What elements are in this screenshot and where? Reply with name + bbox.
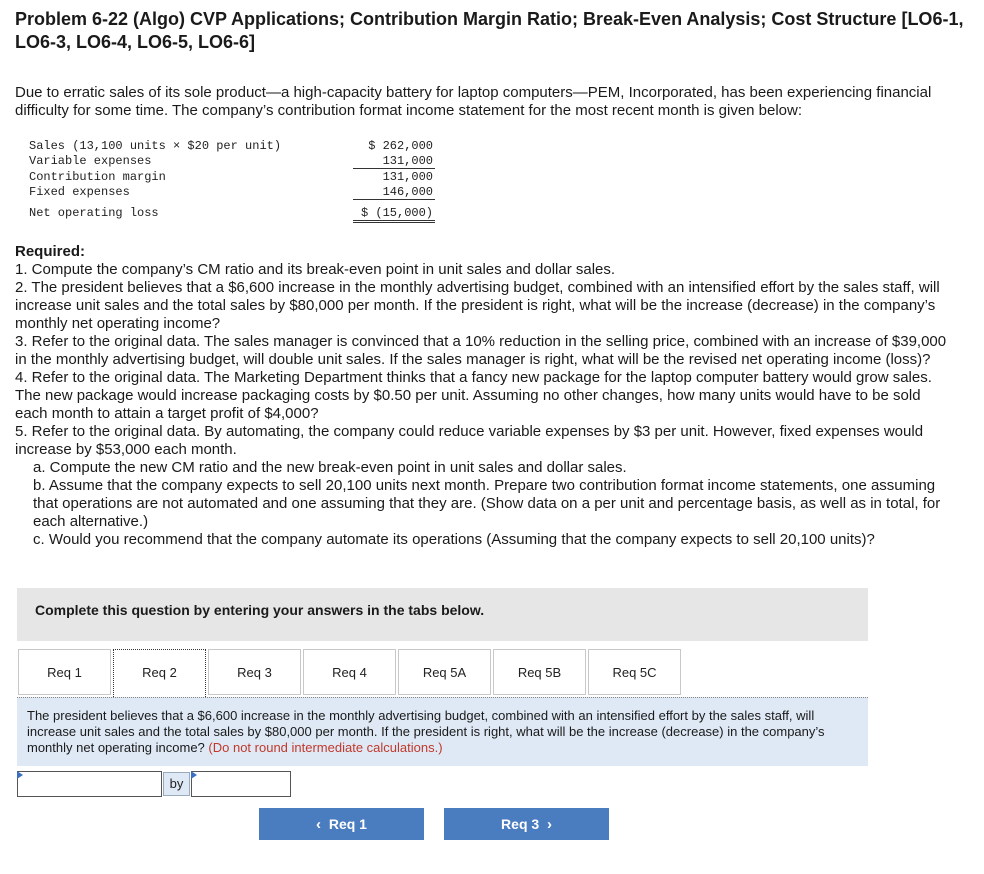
prev-req-label: Req 1 — [328, 816, 367, 832]
chevron-right-icon: › — [546, 816, 552, 833]
tab-req-5a[interactable]: Req 5A — [398, 649, 491, 695]
complete-instructions-banner — [17, 588, 868, 641]
input-flag-icon — [17, 771, 23, 779]
statement-label: Net operating loss — [29, 206, 159, 220]
tab-req-1[interactable]: Req 1 — [18, 649, 111, 695]
complete-instructions-text: Complete this question by entering your answers in the tabs below. — [35, 602, 485, 618]
required-item-1: 1. Compute the company’s CM ratio and its break-even point in unit sales and dollar sales. — [15, 261, 616, 278]
required-item-5b: b. Assume that the company expects to sell 20,100 units next month. Prepare two contribution format income statements, one assuming that operations are not automated and one assuming that they are. (Show data on a per unit and percentage basis, as well as in total, for each alternative.) — [33, 477, 941, 530]
prev-req-button[interactable] — [259, 808, 424, 840]
statement-label: Contribution margin — [29, 170, 166, 184]
statement-amount: $ (15,000) — [353, 206, 435, 223]
tab-req-2[interactable]: Req 2 — [113, 649, 206, 697]
chevron-left-icon: ‹ — [316, 816, 322, 833]
increase-decrease-select[interactable] — [17, 771, 162, 797]
statement-amount: 146,000 — [353, 185, 435, 200]
amount-input[interactable] — [191, 771, 291, 797]
tab-panel-req-2 — [17, 697, 868, 766]
panel-question-text: The president believes that a $6,600 increase in the monthly advertising budget, combined with an intensified effort by the sales staff, will increase unit sales and the total sales by $80,000 per month. If the president is right, what will be the increase (decrease) in the company’s monthly net operating income? — [27, 708, 825, 755]
tab-req-4[interactable]: Req 4 — [303, 649, 396, 695]
next-req-label: Req 3 — [501, 816, 540, 832]
required-item-3: 3. Refer to the original data. The sales manager is convinced that a 10% reduction in the selling price, combined with an increase of $39,000 in the monthly advertising budget, will double unit sales. If the sales manager is right, what will be the revised net operating income (loss)? — [15, 333, 947, 368]
required-list — [15, 261, 950, 549]
required-item-5: 5. Refer to the original data. By automating, the company could reduce variable expenses by $3 per unit. However, fixed expenses would increase by $53,000 each month. — [15, 423, 924, 458]
tab-req-5b[interactable]: Req 5B — [493, 649, 586, 695]
statement-amount: 131,000 — [382, 170, 433, 184]
required-item-4: 4. Refer to the original data. The Marketing Department thinks that a fancy new package for the laptop computer battery would grow sales. The new package would increase packaging costs by $0.50 per unit. Assuming no other changes, how many units would have to be sold each month to attain a target profit of $4,000? — [15, 369, 932, 422]
by-label: by — [163, 772, 190, 796]
tab-req-3[interactable]: Req 3 — [208, 649, 301, 695]
statement-amount: 131,000 — [353, 154, 435, 169]
statement-label: Sales (13,100 units × $20 per unit) — [29, 139, 282, 153]
input-flag-icon — [191, 771, 197, 779]
required-item-5a: a. Compute the new CM ratio and the new break-even point in unit sales and dollar sales. — [33, 459, 627, 476]
required-item-2: 2. The president believes that a $6,600 increase in the monthly advertising budget, combined with an intensified effort by the sales staff, will increase unit sales and the total sales by $80,000 per month. If the president is right, what will be the increase (decrease) in the company’s monthly net operating income? — [15, 279, 940, 332]
statement-amount: $ 262,000 — [368, 139, 433, 153]
panel-question — [27, 708, 847, 756]
next-req-button[interactable] — [444, 808, 609, 840]
problem-intro: Due to erratic sales of its sole product—a high-capacity battery for laptop computers—PEM, Incorporated, has been experiencing financial difficulty for some time. The company’s contribution format income statement for the most recent month is given below: — [15, 84, 932, 119]
panel-question-note: (Do not round intermediate calculations.) — [208, 740, 443, 755]
statement-label: Variable expenses — [29, 154, 152, 168]
required-heading: Required: — [15, 243, 86, 260]
problem-title: Problem 6-22 (Algo) CVP Applications; Contribution Margin Ratio; Break-Even Analysis; Cost Structure [LO6-1, LO6-3, LO6-4, LO6-5, LO6-6] — [15, 9, 964, 52]
tab-req-5c[interactable]: Req 5C — [588, 649, 681, 695]
statement-label: Fixed expenses — [29, 185, 130, 199]
required-item-5c: c. Would you recommend that the company automate its operations (Assuming that the company expects to sell 20,100 units)? — [33, 531, 875, 548]
